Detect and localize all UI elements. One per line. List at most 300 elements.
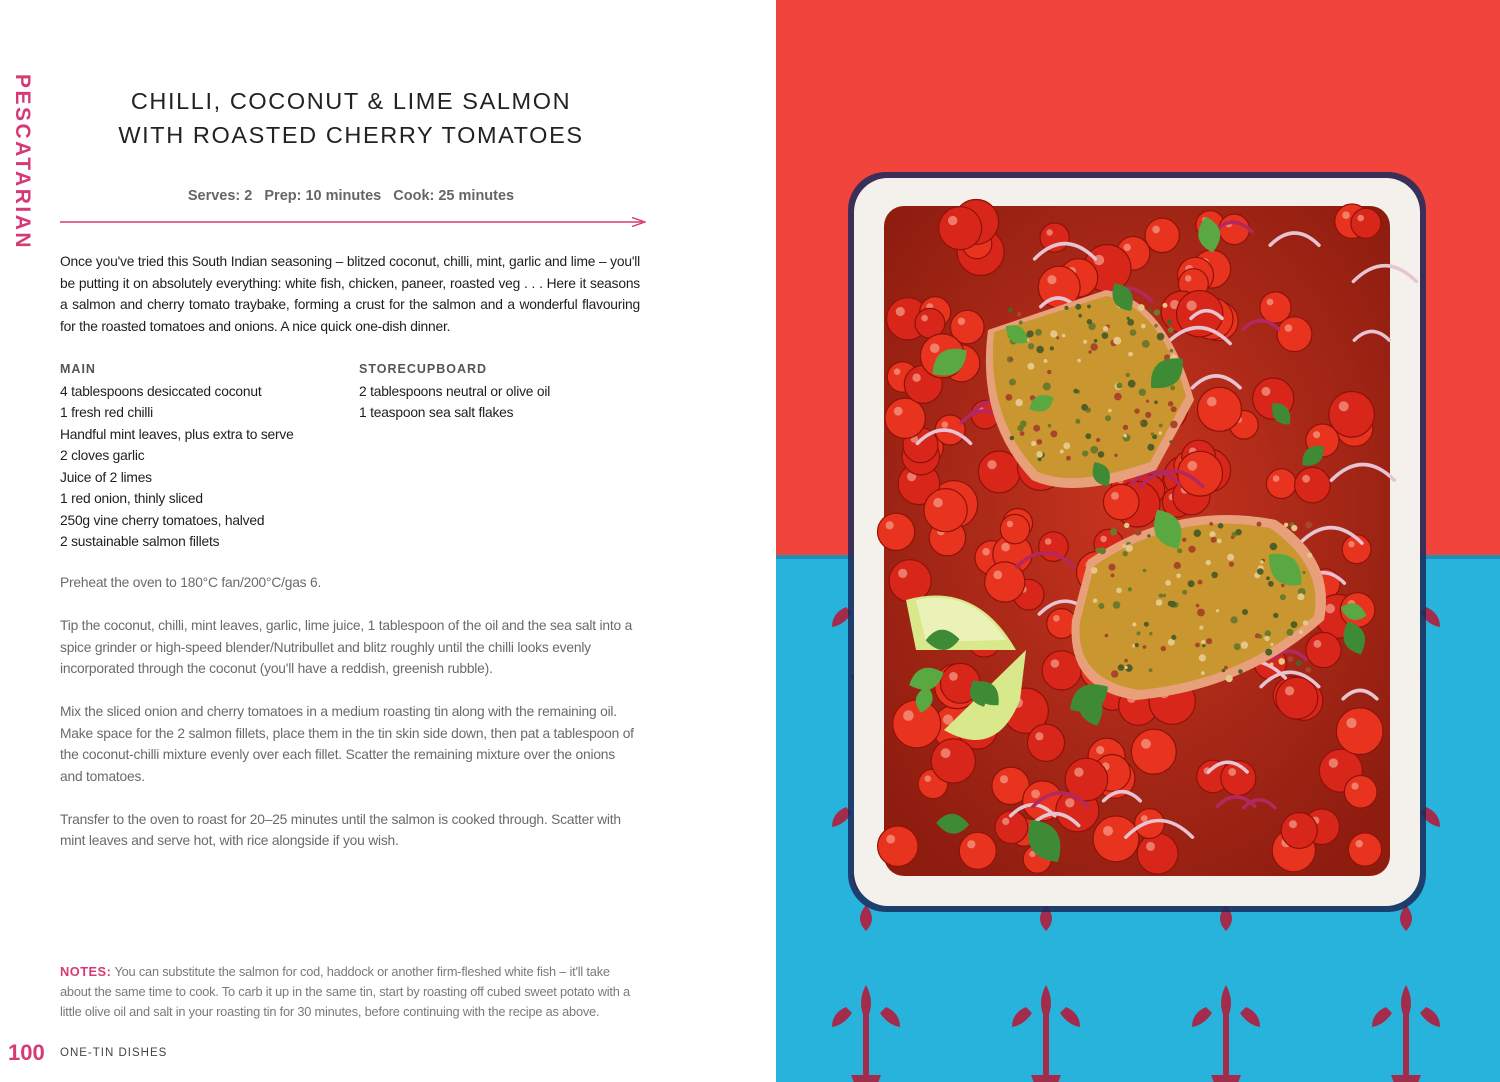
crust-crumb [1078,314,1082,318]
crust-crumb [1015,399,1022,406]
crust-crumb [1050,430,1057,437]
crust-crumb [1211,537,1217,543]
tomato-highlight [1141,739,1151,749]
crust-crumb [1091,567,1098,574]
crust-crumb [1123,551,1128,556]
crust-crumb [1199,654,1206,661]
cherry-tomato [1277,317,1312,352]
crust-crumb [1087,319,1092,324]
tomato-highlight [958,318,965,325]
crust-crumb [1218,523,1224,529]
cherry-tomato [1093,816,1139,862]
serves-label: Serves: 2 [187,188,253,204]
crust-crumb [1009,358,1013,362]
crust-crumb [1182,590,1187,595]
tomato-highlight [1228,768,1236,776]
crust-crumb [1139,389,1146,396]
tomato-highlight [1100,536,1107,543]
crust-crumb [1286,629,1293,636]
arrow-divider [60,213,646,229]
method-steps [60,572,640,873]
crust-crumb [1031,441,1036,446]
crust-crumb [1149,668,1153,672]
crust-crumb [1149,308,1152,311]
crust-crumb [1126,544,1133,551]
crust-crumb [1154,324,1158,328]
crust-crumb [1171,635,1176,640]
crust-crumb [1009,379,1016,386]
tomato-highlight [898,569,907,578]
crust-crumb [1270,543,1278,551]
crust-crumb [1195,643,1200,648]
tomato-highlight [1051,659,1060,668]
ingredient-item: 1 teaspoon sea salt flakes [359,405,514,420]
tomato-highlight [1045,538,1052,545]
crust-crumb [1291,525,1297,531]
cherry-tomato [889,560,931,602]
tomato-highlight [1351,783,1358,790]
tomato-highlight [993,571,1002,580]
crust-crumb [1137,631,1141,635]
crust-crumb [1110,528,1117,535]
crust-crumb [1127,319,1134,326]
crust-crumb [1043,383,1051,391]
prep-time-label: Prep: 10 minutes [264,188,382,204]
tomato-highlight [896,307,905,316]
tomato-highlight [949,672,958,681]
tomato-highlight [1001,543,1010,552]
crust-crumb [1124,659,1128,663]
crust-crumb [1235,529,1241,535]
crust-crumb [1156,599,1163,606]
crust-crumb [1036,451,1043,458]
crust-crumb [1206,638,1212,644]
crust-crumb [1264,636,1269,641]
tomato-highlight [1273,475,1280,482]
cherry-tomato [1131,729,1176,774]
crust-crumb [1090,446,1098,454]
tomato-highlight [1302,475,1310,483]
tomato-highlight [1262,387,1271,396]
crust-crumb [1064,306,1068,310]
crust-crumb [1145,412,1151,418]
crust-crumb [1216,609,1219,612]
crust-crumb [1017,312,1022,317]
cherry-tomato [1103,484,1139,520]
crust-crumb [1132,622,1136,626]
cherry-tomato [1336,708,1383,755]
tomato-highlight [1046,229,1052,235]
crust-crumb [1135,643,1139,647]
crust-crumb [1050,330,1057,337]
ingredients-storecupboard-heading: STORECUPBOARD [359,362,488,376]
tomato-highlight [1285,686,1294,695]
crust-crumb [1143,569,1147,573]
cherry-tomato [1266,469,1296,499]
crust-crumb [1291,621,1298,628]
tomato-highlight [942,421,949,428]
crust-crumb [1260,560,1263,563]
tomato-highlight [1002,818,1009,825]
cherry-tomato [985,562,1025,602]
cherry-tomato [1198,387,1242,431]
crust-crumb [1288,656,1294,662]
tomato-highlight [1187,301,1197,311]
ingredient-item: 2 cloves garlic [60,448,145,463]
crust-crumb [1154,400,1158,404]
recipe-title-line-2: WITH ROASTED CHERRY TOMATOES [118,121,584,148]
cherry-tomato [1219,214,1250,245]
crust-crumb [1159,431,1162,434]
cherry-tomato [1137,833,1178,874]
tomato-highlight [1035,732,1043,740]
tomato-highlight [1313,431,1320,438]
tomato-highlight [1267,299,1274,306]
crust-crumb [1088,350,1091,353]
cherry-tomato [1344,776,1377,809]
ingredient-item: 2 tablespoons neutral or olive oil [359,383,551,399]
crust-crumb [1066,456,1071,461]
crust-crumb [1211,572,1218,579]
crust-crumb [1134,528,1141,535]
cherry-tomato [1306,633,1341,668]
crust-crumb [1201,671,1205,675]
crust-crumb [1103,326,1108,331]
crust-crumb [1280,594,1286,600]
crust-crumb [1299,630,1303,634]
crust-crumb [1102,332,1109,339]
crust-crumb [1206,560,1211,565]
crust-crumb [1138,304,1145,311]
crust-crumb [1125,666,1128,669]
crust-crumb [1008,307,1013,312]
crust-crumb [1087,305,1091,309]
crust-crumb [1109,564,1116,571]
recipe-intro: Once you've tried this South Indian seasoning – blitzed coconut, chilli, mint, garlic and lime – you'll be putting it on absolutely everything: white fish, chicken, paneer, roasted veg . . . Here it seasons a salmon and cherry tomato traybake, forming a crust for the salmon and a wonderful flavouring for the roasted tomatoes and onions. A nice quick one-dish dinner. [60,254,640,334]
cherry-tomato [1145,218,1179,252]
recipe-photo [776,0,1500,1082]
tomato-highlight [1096,746,1104,754]
crust-crumb [1111,670,1118,677]
crust-crumb [1006,394,1013,401]
tomato-highlight [967,840,975,848]
tomato-highlight [933,498,942,507]
ingredient-item: Handful mint leaves, plus extra to serve [60,426,294,442]
crust-crumb [1095,548,1100,553]
tomato-highlight [1339,401,1349,411]
recipe-title-line-1: CHILLI, COCONUT & LIME SALMON [130,87,572,114]
tomato-highlight [982,548,990,556]
cherry-tomato [1348,833,1381,866]
cherry-tomato [959,832,996,869]
crust-crumb [1278,658,1285,665]
crust-crumb [1144,622,1149,627]
tomato-highlight [1342,211,1350,219]
crust-crumb [1105,634,1109,638]
crust-crumb [1063,442,1070,449]
crust-crumb [1116,383,1122,389]
crust-crumb [1226,675,1233,682]
tomato-highlight [941,748,951,758]
ingredients-storecupboard [359,359,649,424]
crust-crumb [1224,666,1228,670]
crust-crumb [1296,660,1302,666]
cherry-tomato [939,207,982,250]
crust-crumb [1159,594,1163,598]
crust-crumb [1154,309,1160,315]
tomato-highlight [886,835,895,844]
crust-crumb [1124,523,1129,528]
crust-crumb [1168,401,1173,406]
tomato-highlight [1329,758,1338,767]
crust-crumb [1257,522,1262,527]
crust-crumb [1167,319,1172,324]
crust-crumb [1297,593,1304,600]
crust-crumb [1227,554,1234,561]
crust-crumb [1170,349,1174,353]
crust-crumb [1111,574,1115,578]
crust-crumb [1027,330,1034,337]
crust-crumb [1270,643,1273,646]
tomato-highlight [1146,842,1155,851]
crust-crumb [1075,419,1080,424]
crust-crumb [1141,324,1146,329]
crust-crumb [1113,601,1121,609]
tomato-highlight [1348,541,1354,547]
crust-crumb [1197,609,1205,617]
crust-crumb [1098,603,1104,609]
ingredients-main-heading: MAIN [60,362,96,376]
tomato-highlight [1346,718,1356,728]
tomato-highlight [1357,215,1364,222]
crust-crumb [1188,580,1195,587]
crust-crumb [1044,359,1048,363]
crust-crumb [1082,450,1088,456]
crust-crumb [1146,400,1149,403]
crust-crumb [1122,544,1126,548]
crust-crumb [1231,616,1238,623]
crust-crumb [1171,406,1177,412]
crust-crumb [1048,424,1052,428]
crust-crumb [1165,580,1171,586]
crust-crumb [1199,626,1203,630]
tomato-highlight [1314,640,1322,648]
crust-crumb [1222,669,1226,673]
crust-crumb [1094,339,1098,343]
crust-crumb [1017,425,1023,431]
crust-crumb [1170,421,1178,429]
cherry-tomato [1040,223,1069,252]
tomato-highlight [1124,244,1131,251]
crust-crumb [1062,334,1066,338]
crust-crumb [1020,431,1025,436]
crust-crumb [1147,444,1154,451]
crust-crumb [1085,433,1091,439]
ingredient-item: 1 fresh red chilli [60,405,154,420]
crust-crumb [1209,531,1215,537]
crust-crumb [1170,386,1175,391]
crust-crumb [1255,633,1260,638]
crust-crumb [1174,562,1181,569]
crust-crumb [1209,522,1213,526]
ingredient-item: 1 red onion, thinly sliced [60,491,203,506]
ingredients-main [60,359,350,553]
ingredient-item: 250g vine cherry tomatoes, halved [60,512,265,528]
crust-crumb [1265,649,1272,656]
crust-crumb [1118,664,1125,671]
crust-crumb [1273,613,1278,618]
crust-crumb [1241,641,1248,648]
crust-crumb [1238,669,1243,674]
tomato-highlight [886,521,894,529]
tomato-highlight [1289,820,1297,828]
crust-crumb [1305,521,1312,528]
crust-crumb [1077,359,1081,363]
tomato-highlight [1007,521,1013,527]
recipe-title [60,84,642,152]
crust-crumb [1083,340,1087,344]
crust-crumb [1027,363,1034,370]
cook-time-label: Cook: 25 minutes [393,188,515,204]
cherry-tomato [893,700,941,748]
crust-crumb [1019,321,1023,325]
tomato-highlight [1103,826,1113,836]
crust-crumb [1033,425,1040,432]
tomato-highlight [1141,815,1148,822]
crust-crumb [1234,643,1241,650]
tomato-highlight [894,407,903,416]
running-head: ONE-TIN DISHES [60,1047,168,1059]
cherry-tomato [1351,208,1381,238]
crust-crumb [1010,436,1015,441]
tomato-highlight [921,315,928,322]
crust-crumb [1128,352,1133,357]
cherry-tomato [1281,813,1317,849]
crust-crumb [1307,553,1312,558]
tomato-highlight [912,374,920,382]
crust-crumb [1188,546,1195,553]
tomato-highlight [1285,324,1293,332]
crust-crumb [1060,450,1064,454]
tomato-highlight [1152,226,1160,234]
ingredient-item: Juice of 2 limes [60,469,152,485]
crust-crumb [1037,439,1043,445]
tomato-highlight [903,710,914,721]
crust-crumb [1162,303,1167,308]
crust-crumb [1140,421,1143,424]
crust-crumb [1201,640,1205,644]
crust-crumb [1242,609,1248,615]
cherry-tomato [878,513,915,550]
crust-crumb [1284,523,1288,527]
crust-crumb [1114,393,1122,401]
tomato-highlight [1111,492,1119,500]
crust-crumb [1105,415,1111,421]
tomato-highlight [1185,275,1192,282]
crust-crumb [1268,581,1274,587]
method-step: Tip the coconut, chilli, mint leaves, garlic, lime juice, 1 tablespoon of the oil and the sea salt into a spice grinder or high-speed blender/Nutribullet and blitz roughly until the chilli looks evenly incorporated through the coconut (you'll have a reddish, greenish rubble). [60,618,633,676]
cherry-tomato [978,451,1020,493]
crust-crumb [1149,632,1152,635]
crust-crumb [1217,539,1222,544]
crust-crumb [1169,601,1176,608]
crust-crumb [1151,432,1154,435]
crust-crumb [1130,329,1137,336]
method-step: Transfer to the oven to roast for 20–25 minutes until the salmon is cooked through. Scatter with mint leaves and serve hot, with rice alongside if you wish. [60,811,621,848]
cherry-tomato [878,826,918,866]
crust-crumb [1056,336,1059,339]
crust-crumb [1108,409,1112,413]
crust-crumb [1176,574,1181,579]
crust-crumb [1114,454,1117,457]
crust-crumb [1127,317,1130,320]
crust-crumb [1196,604,1200,608]
notes-label: NOTES: [60,964,112,979]
tomato-highlight [1187,461,1197,471]
crust-crumb [1157,333,1165,341]
crust-crumb [1093,598,1098,603]
tomato-highlight [894,368,901,375]
ingredient-item: 2 sustainable salmon fillets [60,534,220,549]
crust-crumb [1198,580,1203,585]
crust-crumb [1090,343,1097,350]
crust-crumb [1096,438,1100,442]
crust-crumb [1116,588,1122,594]
crust-crumb [1159,424,1163,428]
method-step: Preheat the oven to 180°C fan/200°C/gas 6. [60,575,322,590]
roasting-tin-illustration [776,0,1500,1082]
cherry-tomato [885,398,925,438]
crust-crumb [1303,620,1308,625]
cherry-tomato [924,489,967,532]
crust-crumb [1113,337,1121,345]
cherry-tomato [1295,467,1331,503]
crust-crumb [1073,389,1078,394]
recipe-notes [60,962,642,1022]
crust-crumb [1028,343,1034,349]
crust-crumb [1134,408,1139,413]
tomato-highlight [1053,615,1060,622]
tomato-highlight [1074,768,1083,777]
tomato-highlight [925,775,932,782]
tomato-highlight [1356,840,1363,847]
crust-crumb [1265,630,1271,636]
crust-crumb [1281,584,1285,588]
tomato-highlight [948,216,957,225]
crust-crumb [1123,434,1127,438]
tomato-highlight [1325,604,1335,614]
cherry-tomato [1329,392,1375,438]
crust-crumb [1168,327,1174,333]
crust-crumb [1177,548,1182,553]
crust-crumb [1123,425,1128,430]
page-number: 100 [8,1040,45,1065]
cherry-tomato [931,739,975,783]
recipe-meta [60,188,642,204]
crust-crumb [1098,451,1105,458]
crust-crumb [1128,587,1132,591]
section-tab: PESCATARIAN [11,74,34,251]
crust-crumb [1162,594,1166,598]
crust-crumb [1306,667,1312,673]
crust-crumb [1050,346,1054,350]
crust-crumb [1143,645,1147,649]
crust-crumb [1169,440,1172,443]
crust-crumb [1075,304,1081,310]
ingredient-item: 4 tablespoons desiccated coconut [60,383,262,399]
crust-crumb [1142,340,1150,348]
crust-crumb [1229,562,1234,567]
